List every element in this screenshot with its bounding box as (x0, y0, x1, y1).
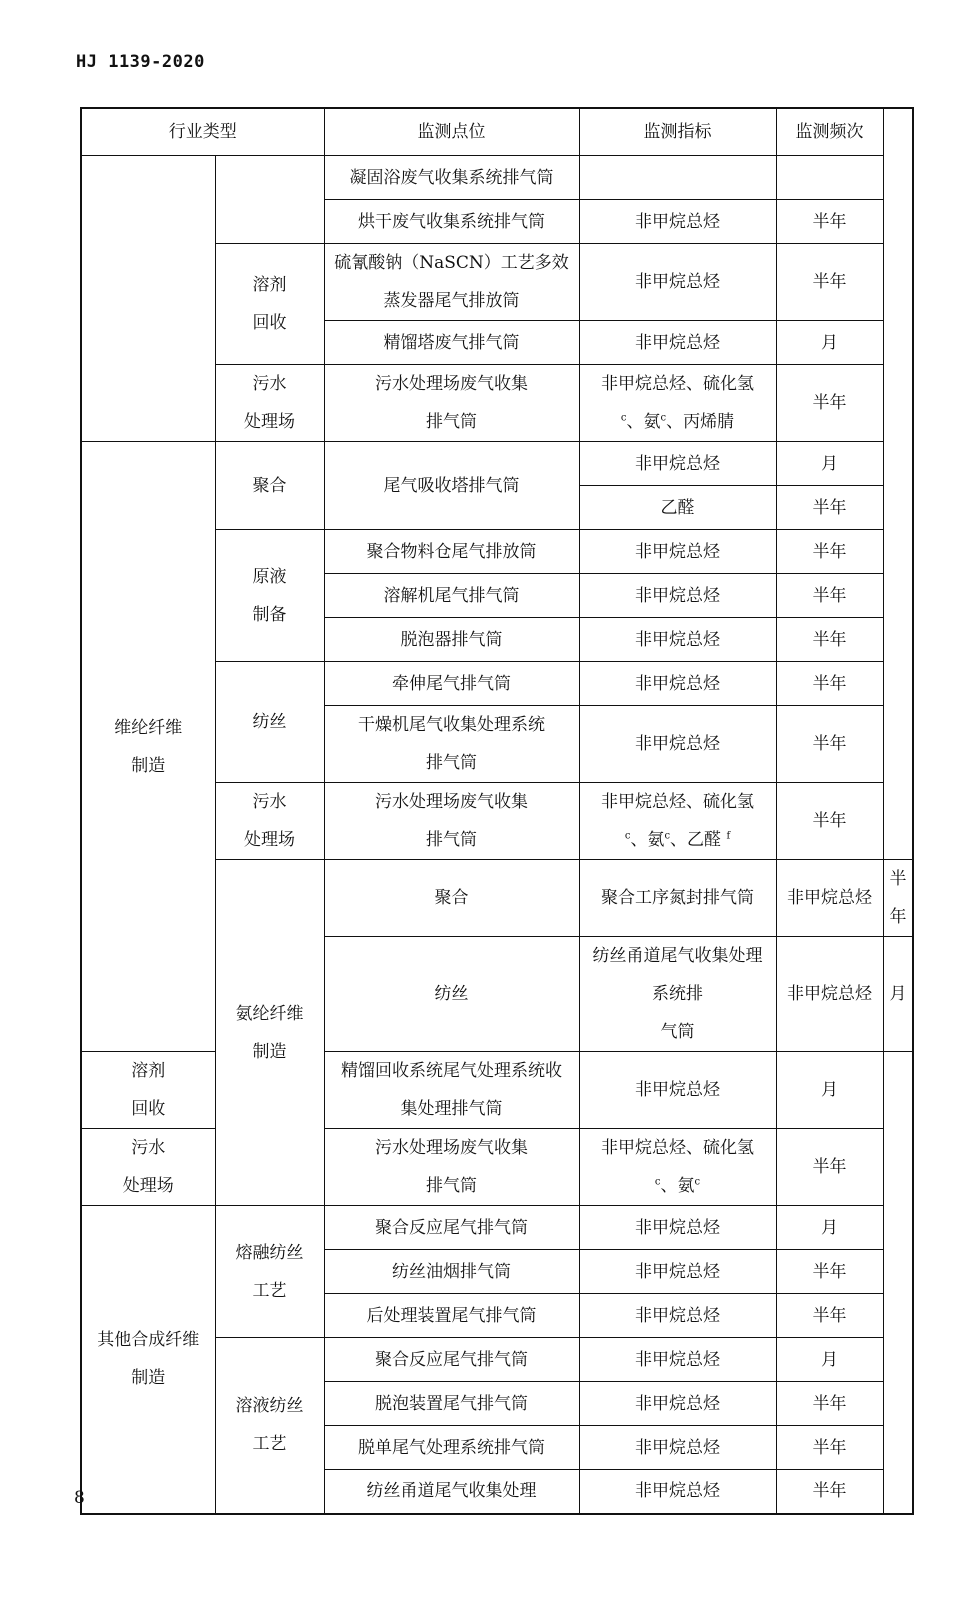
monitoring-index (579, 156, 776, 200)
monitoring-point: 尾气吸收塔排气筒 (324, 442, 579, 530)
footnote-mark: c (620, 412, 627, 424)
col-header-industry: 行业类型 (81, 108, 324, 156)
process-label: 工艺 (252, 1280, 287, 1301)
monitoring-frequency: 半年 (776, 706, 883, 783)
monitoring-point (324, 783, 579, 860)
monitoring-index: 非甲烷总烃 (579, 321, 776, 365)
point-line: 纺丝甬道尾气收集处理系统排 (592, 946, 763, 1004)
monitoring-point (324, 365, 579, 442)
monitoring-frequency: 半年 (776, 1294, 883, 1338)
industry-label: 制造 (252, 1041, 287, 1062)
index-line (586, 821, 770, 859)
point-line: 气筒 (660, 1022, 695, 1042)
monitoring-point: 溶解机尾气排气筒 (324, 574, 579, 618)
monitoring-point: 纺丝油烟排气筒 (324, 1250, 579, 1294)
footnote-mark: c (660, 412, 667, 424)
monitoring-index: 非甲烷总烃 (579, 662, 776, 706)
process-label: 处理场 (122, 1176, 174, 1196)
process-cell: 聚合 (324, 860, 579, 937)
industry-label: 氨纶纤维 (235, 1003, 304, 1024)
monitoring-point: 脱单尾气处理系统排气筒 (324, 1426, 579, 1470)
col-header-index: 监测指标 (579, 108, 776, 156)
index-text: 、氨 (660, 1176, 695, 1196)
process-cell (215, 783, 324, 860)
monitoring-frequency: 半年 (776, 244, 883, 321)
point-line: 排气筒 (426, 1176, 477, 1196)
process-label: 处理场 (244, 830, 295, 850)
monitoring-index: 非甲烷总烃 (579, 1382, 776, 1426)
process-cell (215, 1338, 324, 1514)
monitoring-index: 非甲烷总烃 (579, 530, 776, 574)
point-line: 硫氰酸钠（NaSCN）工艺多效 (334, 253, 569, 273)
point-line: 排气筒 (426, 412, 477, 432)
table-row (81, 156, 913, 200)
industry-cell (81, 442, 215, 1052)
monitoring-index: 非甲烷总烃 (579, 1052, 776, 1129)
index-line (586, 1167, 770, 1205)
monitoring-point: 牵伸尾气排气筒 (324, 662, 579, 706)
process-label: 制备 (252, 604, 287, 625)
monitoring-index (579, 1129, 776, 1206)
monitoring-index: 乙醛 (579, 486, 776, 530)
monitoring-frequency: 月 (776, 1206, 883, 1250)
process-label: 回收 (131, 1099, 166, 1119)
industry-cell (215, 860, 324, 1206)
monitoring-frequency: 半年 (776, 486, 883, 530)
index-text: 、氨 (626, 412, 661, 432)
monitoring-frequency: 月 (883, 937, 913, 1052)
footnote-mark: c (624, 830, 631, 842)
monitoring-frequency: 半年 (776, 1470, 883, 1514)
point-line: 污水处理场废气收集 (375, 792, 528, 812)
monitoring-frequency: 半年 (776, 1129, 883, 1206)
monitoring-index: 非甲烷总烃 (579, 618, 776, 662)
standard-number: HJ 1139-2020 (76, 52, 205, 72)
monitoring-point: 聚合反应尾气排气筒 (324, 1338, 579, 1382)
point-line: 干燥机尾气收集处理系统 (358, 715, 545, 735)
monitoring-point (324, 706, 579, 783)
monitoring-index: 非甲烷总烃 (776, 937, 883, 1052)
footnote-mark: c (664, 830, 671, 842)
monitoring-frequency: 半年 (776, 200, 883, 244)
monitoring-frequency (776, 156, 883, 200)
industry-cell-continued (81, 156, 215, 442)
process-label: 原液 (252, 566, 287, 587)
industry-label: 制造 (131, 1368, 166, 1389)
monitoring-frequency: 半年 (883, 860, 913, 937)
industry-cell (81, 1206, 215, 1514)
col-header-frequency: 监测频次 (776, 108, 883, 156)
process-label: 污水 (131, 1138, 166, 1158)
monitoring-point: 聚合工序氮封排气筒 (579, 860, 776, 937)
process-cell: 纺丝 (324, 937, 579, 1052)
monitoring-index: 非甲烷总烃 (579, 200, 776, 244)
point-line: 污水处理场废气收集 (375, 1138, 528, 1158)
process-label: 溶剂 (131, 1061, 166, 1081)
monitoring-point: 脱泡装置尾气排气筒 (324, 1382, 579, 1426)
table-row (81, 1206, 913, 1250)
monitoring-point: 凝固浴废气收集系统排气筒 (324, 156, 579, 200)
process-cell (81, 1129, 215, 1206)
table-row (81, 1129, 913, 1206)
process-cell (215, 365, 324, 442)
process-label: 溶剂 (252, 275, 287, 295)
index-line: 非甲烷总烃、硫化氢 (601, 792, 754, 812)
monitoring-frequency: 月 (776, 1338, 883, 1382)
monitoring-frequency: 半年 (776, 530, 883, 574)
process-cell-continued (215, 156, 324, 244)
monitoring-table (80, 107, 914, 1515)
monitoring-index: 非甲烷总烃 (579, 706, 776, 783)
monitoring-index: 非甲烷总烃 (579, 1426, 776, 1470)
monitoring-point (324, 1129, 579, 1206)
process-label: 污水 (252, 374, 287, 394)
process-cell: 聚合 (215, 442, 324, 530)
monitoring-point: 纺丝甬道尾气收集处理 (324, 1470, 579, 1514)
footnote-mark: f (726, 830, 731, 842)
point-line: 蒸发器尾气排放筒 (383, 291, 520, 311)
table-header-row (81, 108, 913, 156)
monitoring-point: 后处理装置尾气排气筒 (324, 1294, 579, 1338)
point-line: 污水处理场废气收集 (375, 374, 528, 394)
page-number: 8 (74, 1488, 85, 1508)
monitoring-frequency: 半年 (776, 662, 883, 706)
monitoring-frequency: 月 (776, 442, 883, 486)
monitoring-index: 非甲烷总烃 (579, 1294, 776, 1338)
process-label: 处理场 (244, 412, 295, 432)
monitoring-index: 非甲烷总烃 (579, 442, 776, 486)
process-cell (81, 1052, 215, 1129)
monitoring-point: 精馏塔废气排气筒 (324, 321, 579, 365)
monitoring-index: 非甲烷总烃 (579, 1250, 776, 1294)
table-row (81, 1052, 913, 1129)
monitoring-point (324, 244, 579, 321)
index-text: 、丙烯腈 (666, 412, 735, 432)
monitoring-frequency: 月 (776, 321, 883, 365)
monitoring-frequency: 半年 (776, 1426, 883, 1470)
monitoring-frequency: 半年 (776, 1382, 883, 1426)
industry-label: 维纶纤维 (114, 717, 183, 738)
process-label: 回收 (252, 313, 287, 333)
monitoring-frequency: 半年 (776, 365, 883, 442)
monitoring-index: 非甲烷总烃 (579, 244, 776, 321)
monitoring-point: 聚合物料仓尾气排放筒 (324, 530, 579, 574)
footnote-mark: c (654, 1176, 661, 1188)
point-line: 排气筒 (426, 753, 477, 773)
process-cell: 纺丝 (215, 662, 324, 783)
index-line: 非甲烷总烃、硫化氢 (601, 374, 754, 394)
monitoring-index: 非甲烷总烃 (579, 574, 776, 618)
monitoring-frequency: 月 (776, 1052, 883, 1129)
process-label: 工艺 (252, 1434, 287, 1455)
monitoring-index (579, 783, 776, 860)
point-line: 精馏回收系统尾气处理系统收 (341, 1061, 562, 1081)
index-line: 非甲烷总烃、硫化氢 (601, 1138, 754, 1158)
point-line: 集处理排气筒 (400, 1099, 503, 1119)
point-line: 排气筒 (426, 830, 477, 850)
monitoring-frequency: 半年 (776, 1250, 883, 1294)
process-label: 熔融纺丝 (235, 1242, 304, 1263)
monitoring-frequency: 半年 (776, 574, 883, 618)
monitoring-frequency: 半年 (776, 783, 883, 860)
index-text: 、乙醛 (670, 830, 722, 850)
index-text: 、氨 (630, 830, 665, 850)
monitoring-point: 聚合反应尾气排气筒 (324, 1206, 579, 1250)
monitoring-point: 烘干废气收集系统排气筒 (324, 200, 579, 244)
process-label: 溶液纺丝 (235, 1396, 304, 1417)
monitoring-index: 非甲烷总烃 (579, 1206, 776, 1250)
monitoring-index (579, 365, 776, 442)
index-line (586, 403, 770, 441)
col-header-point: 监测点位 (324, 108, 579, 156)
monitoring-index: 非甲烷总烃 (776, 860, 883, 937)
monitoring-frequency: 半年 (776, 618, 883, 662)
monitoring-index: 非甲烷总烃 (579, 1338, 776, 1382)
monitoring-index: 非甲烷总烃 (579, 1470, 776, 1514)
process-cell (215, 530, 324, 662)
footnote-mark: c (694, 1176, 701, 1188)
monitoring-point (579, 937, 776, 1052)
process-label: 污水 (252, 792, 287, 812)
process-cell (215, 244, 324, 365)
table-row (81, 442, 913, 486)
process-cell (215, 1206, 324, 1338)
industry-label: 制造 (131, 755, 166, 776)
industry-label: 其他合成纤维 (97, 1330, 200, 1351)
monitoring-point (324, 1052, 579, 1129)
monitoring-point: 脱泡器排气筒 (324, 618, 579, 662)
